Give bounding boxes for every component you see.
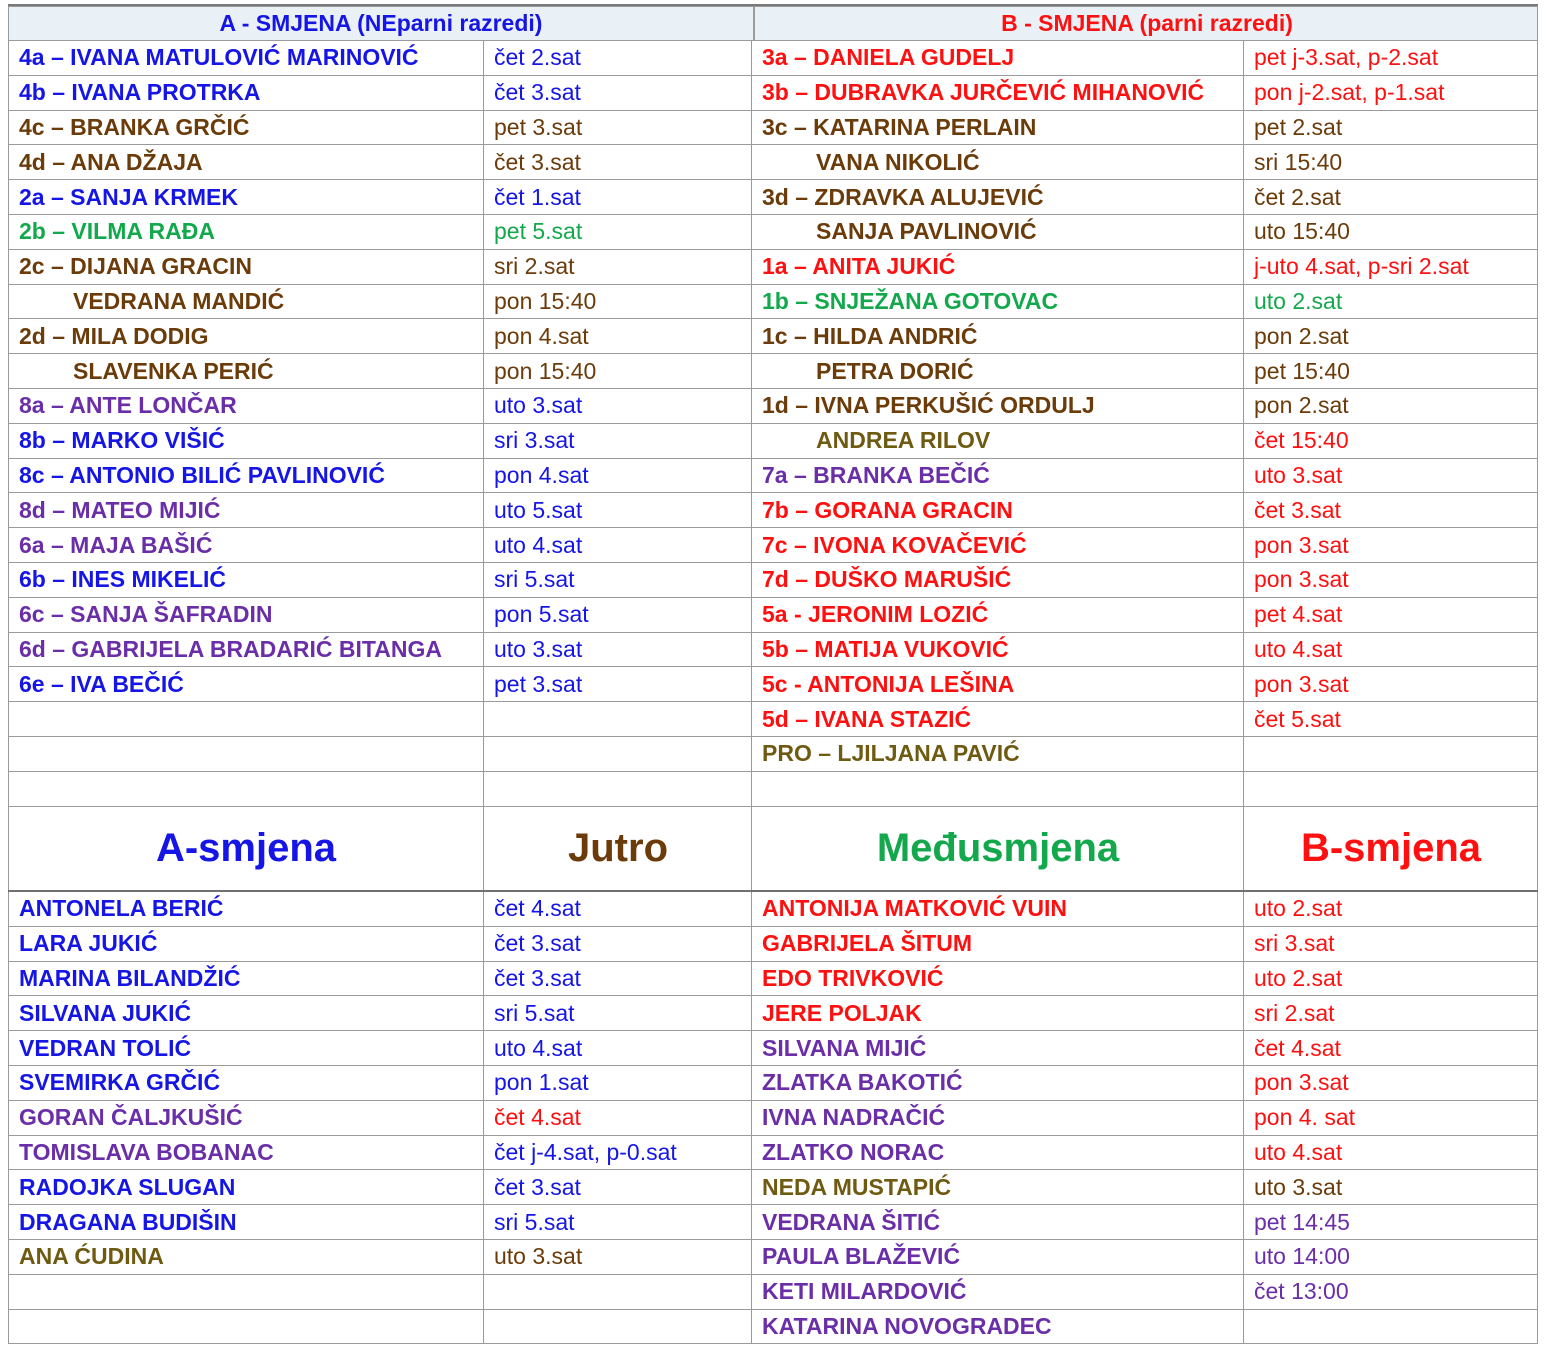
b-consult-time: j-uto 4.sat, p-sri 2.sat (1244, 250, 1538, 285)
b-consult-time: pet 15:40 (1244, 354, 1538, 389)
a-consult-time: pon 4.sat (484, 319, 752, 354)
b-teacher-name: VANA NIKOLIĆ (752, 145, 1244, 180)
a-teacher-name: 2b – VILMA RAĐA (8, 215, 484, 250)
b-consult-time: pet 14:45 (1244, 1205, 1538, 1240)
a-teacher-name: 6c – SANJA ŠAFRADIN (8, 598, 484, 633)
b-teacher-name: KATARINA NOVOGRADEC (752, 1310, 1244, 1345)
a-consult-time: čet 3.sat (484, 76, 752, 111)
b-consult-time: pet j-3.sat, p-2.sat (1244, 41, 1538, 76)
a-teacher-name: 8a – ANTE LONČAR (8, 389, 484, 424)
b-consult-time: pet 2.sat (1244, 111, 1538, 146)
a-consult-time (484, 1310, 752, 1345)
b-consult-time: pon 3.sat (1244, 528, 1538, 563)
a-teacher-name: VEDRANA MANDIĆ (8, 285, 484, 320)
a-consult-time: pon 15:40 (484, 354, 752, 389)
b-teacher-name: 3b – DUBRAVKA JURČEVIĆ MIHANOVIĆ (752, 76, 1244, 111)
b-teacher-name: 7b – GORANA GRACIN (752, 493, 1244, 528)
b-consult-time (1244, 772, 1538, 807)
a-consult-time: sri 3.sat (484, 424, 752, 459)
b-consult-time: uto 3.sat (1244, 1170, 1538, 1205)
a-consult-time (484, 1275, 752, 1310)
b-consult-time: čet 5.sat (1244, 702, 1538, 737)
a-consult-time: uto 5.sat (484, 493, 752, 528)
b-consult-time: sri 3.sat (1244, 927, 1538, 962)
b-teacher-name (752, 772, 1244, 807)
a-teacher-name (8, 737, 484, 772)
section-header-row (8, 806, 1538, 892)
b-teacher-name: VEDRANA ŠITIĆ (752, 1205, 1244, 1240)
a-consult-time: pet 3.sat (484, 667, 752, 702)
a-consult-time: pon 4.sat (484, 459, 752, 494)
b-teacher-name: 3a – DANIELA GUDELJ (752, 41, 1244, 76)
a-consult-time: pon 15:40 (484, 285, 752, 320)
a-teacher-name: SVEMIRKA GRČIĆ (8, 1066, 484, 1101)
b-consult-time: uto 15:40 (1244, 215, 1538, 250)
b-consult-time: čet 2.sat (1244, 180, 1538, 215)
a-consult-time: čet 3.sat (484, 927, 752, 962)
b-teacher-name: JERE POLJAK (752, 996, 1244, 1031)
a-consult-time: čet 3.sat (484, 145, 752, 180)
b-teacher-name: SANJA PAVLINOVIĆ (752, 215, 1244, 250)
b-teacher-name: 7c – IVONA KOVAČEVIĆ (752, 528, 1244, 563)
a-teacher-name (8, 702, 484, 737)
a-teacher-name: 4c – BRANKA GRČIĆ (8, 111, 484, 146)
a-teacher-name: 2d – MILA DODIG (8, 319, 484, 354)
b-consult-time: čet 3.sat (1244, 493, 1538, 528)
a-teacher-name (8, 1310, 484, 1345)
a-teacher-name: 2c – DIJANA GRACIN (8, 250, 484, 285)
b-consult-time: pon j-2.sat, p-1.sat (1244, 76, 1538, 111)
b-teacher-name: EDO TRIVKOVIĆ (752, 962, 1244, 997)
section-header-4: B-smjena (1244, 806, 1538, 890)
section-header-1: A-smjena (8, 806, 484, 890)
b-teacher-name: ZLATKA BAKOTIĆ (752, 1066, 1244, 1101)
b-consult-time: uto 2.sat (1244, 892, 1538, 927)
b-teacher-name: PAULA BLAŽEVIĆ (752, 1240, 1244, 1275)
a-teacher-name: 6d – GABRIJELA BRADARIĆ BITANGA (8, 633, 484, 668)
a-teacher-name: 8c – ANTONIO BILIĆ PAVLINOVIĆ (8, 459, 484, 494)
a-consult-time: uto 3.sat (484, 1240, 752, 1275)
b-teacher-name: 5b – MATIJA VUKOVIĆ (752, 633, 1244, 668)
a-teacher-name: ANTONELA BERIĆ (8, 892, 484, 927)
b-teacher-name: PETRA DORIĆ (752, 354, 1244, 389)
a-consult-time: sri 2.sat (484, 250, 752, 285)
a-teacher-name: SILVANA JUKIĆ (8, 996, 484, 1031)
b-consult-time: pon 3.sat (1244, 563, 1538, 598)
a-teacher-name: LARA JUKIĆ (8, 927, 484, 962)
a-teacher-name: 4d – ANA DŽAJA (8, 145, 484, 180)
b-consult-time: pet 4.sat (1244, 598, 1538, 633)
b-teacher-name: 7a – BRANKA BEČIĆ (752, 459, 1244, 494)
b-teacher-name: ZLATKO NORAC (752, 1136, 1244, 1171)
upper-table (8, 41, 1538, 807)
a-consult-time: sri 5.sat (484, 563, 752, 598)
b-teacher-name: 7d – DUŠKO MARUŠIĆ (752, 563, 1244, 598)
a-teacher-name: ANA ĆUDINA (8, 1240, 484, 1275)
b-teacher-name: 1d – IVNA PERKUŠIĆ ORDULJ (752, 389, 1244, 424)
b-consult-time: pon 2.sat (1244, 319, 1538, 354)
b-teacher-name: IVNA NADRAČIĆ (752, 1101, 1244, 1136)
b-teacher-name: KETI MILARDOVIĆ (752, 1275, 1244, 1310)
a-teacher-name: 4b – IVANA PROTRKA (8, 76, 484, 111)
a-shift-title: A - SMJENA (NEparni razredi) (219, 10, 543, 36)
b-teacher-name: ANDREA RILOV (752, 424, 1244, 459)
b-consult-time: uto 2.sat (1244, 285, 1538, 320)
b-teacher-name: 5c - ANTONIJA LEŠINA (752, 667, 1244, 702)
section-header-3: Međusmjena (752, 806, 1244, 890)
b-teacher-name: 3d – ZDRAVKA ALUJEVIĆ (752, 180, 1244, 215)
b-consult-time: pon 4. sat (1244, 1101, 1538, 1136)
a-consult-time (484, 737, 752, 772)
b-consult-time: uto 14:00 (1244, 1240, 1538, 1275)
b-teacher-name: 3c – KATARINA PERLAIN (752, 111, 1244, 146)
a-teacher-name: DRAGANA BUDIŠIN (8, 1205, 484, 1240)
b-teacher-name: 1c – HILDA ANDRIĆ (752, 319, 1244, 354)
a-consult-time: sri 5.sat (484, 1205, 752, 1240)
a-consult-time: uto 4.sat (484, 528, 752, 563)
a-consult-time: pet 5.sat (484, 215, 752, 250)
a-teacher-name: 4a – IVANA MATULOVIĆ MARINOVIĆ (8, 41, 484, 76)
a-consult-time: čet 4.sat (484, 1101, 752, 1136)
a-teacher-name (8, 772, 484, 807)
a-teacher-name: 6b – INES MIKELIĆ (8, 563, 484, 598)
b-consult-time: pon 3.sat (1244, 667, 1538, 702)
b-consult-time (1244, 1310, 1538, 1345)
a-teacher-name: 6e – IVA BEČIĆ (8, 667, 484, 702)
a-consult-time: uto 4.sat (484, 1031, 752, 1066)
b-consult-time: uto 2.sat (1244, 962, 1538, 997)
a-consult-time: uto 3.sat (484, 633, 752, 668)
b-teacher-name: GABRIJELA ŠITUM (752, 927, 1244, 962)
a-teacher-name: MARINA BILANDŽIĆ (8, 962, 484, 997)
a-consult-time: uto 3.sat (484, 389, 752, 424)
b-consult-time: uto 4.sat (1244, 633, 1538, 668)
a-consult-time: čet 3.sat (484, 962, 752, 997)
a-consult-time: čet 3.sat (484, 1170, 752, 1205)
a-consult-time: čet 1.sat (484, 180, 752, 215)
b-teacher-name: NEDA MUSTAPIĆ (752, 1170, 1244, 1205)
a-consult-time (484, 702, 752, 737)
section-header-2: Jutro (484, 806, 752, 890)
lower-table (8, 892, 1538, 1344)
a-teacher-name (8, 1275, 484, 1310)
b-teacher-name: 5a - JERONIM LOZIĆ (752, 598, 1244, 633)
shift-header-row (8, 6, 1538, 41)
b-teacher-name: 1a – ANITA JUKIĆ (752, 250, 1244, 285)
b-consult-time: pon 2.sat (1244, 389, 1538, 424)
b-consult-time: sri 2.sat (1244, 996, 1538, 1031)
b-consult-time: čet 15:40 (1244, 424, 1538, 459)
b-consult-time: pon 3.sat (1244, 1066, 1538, 1101)
a-teacher-name: 8b – MARKO VIŠIĆ (8, 424, 484, 459)
b-consult-time: čet 13:00 (1244, 1275, 1538, 1310)
a-consult-time: pon 1.sat (484, 1066, 752, 1101)
a-teacher-name: GORAN ČALJKUŠIĆ (8, 1101, 484, 1136)
b-teacher-name: ANTONIJA MATKOVIĆ VUIN (752, 892, 1244, 927)
a-consult-time: čet 4.sat (484, 892, 752, 927)
a-teacher-name: 6a – MAJA BAŠIĆ (8, 528, 484, 563)
a-teacher-name: RADOJKA SLUGAN (8, 1170, 484, 1205)
a-consult-time: sri 5.sat (484, 996, 752, 1031)
a-consult-time: čet 2.sat (484, 41, 752, 76)
a-consult-time: čet j-4.sat, p-0.sat (484, 1136, 752, 1171)
a-teacher-name: VEDRAN TOLIĆ (8, 1031, 484, 1066)
a-teacher-name: SLAVENKA PERIĆ (8, 354, 484, 389)
b-consult-time: uto 4.sat (1244, 1136, 1538, 1171)
b-consult-time: uto 3.sat (1244, 459, 1538, 494)
a-teacher-name: 2a – SANJA KRMEK (8, 180, 484, 215)
b-teacher-name: 5d – IVANA STAZIĆ (752, 702, 1244, 737)
a-consult-time: pet 3.sat (484, 111, 752, 146)
a-teacher-name: 8d – MATEO MIJIĆ (8, 493, 484, 528)
b-teacher-name: PRO – LJILJANA PAVIĆ (752, 737, 1244, 772)
a-teacher-name: TOMISLAVA BOBANAC (8, 1136, 484, 1171)
a-consult-time: pon 5.sat (484, 598, 752, 633)
a-consult-time (484, 772, 752, 807)
b-consult-time: čet 4.sat (1244, 1031, 1538, 1066)
b-consult-time: sri 15:40 (1244, 145, 1538, 180)
b-teacher-name: 1b – SNJEŽANA GOTOVAC (752, 285, 1244, 320)
b-teacher-name: SILVANA MIJIĆ (752, 1031, 1244, 1066)
b-consult-time (1244, 737, 1538, 772)
b-shift-title: B - SMJENA (parni razredi) (753, 7, 1539, 40)
